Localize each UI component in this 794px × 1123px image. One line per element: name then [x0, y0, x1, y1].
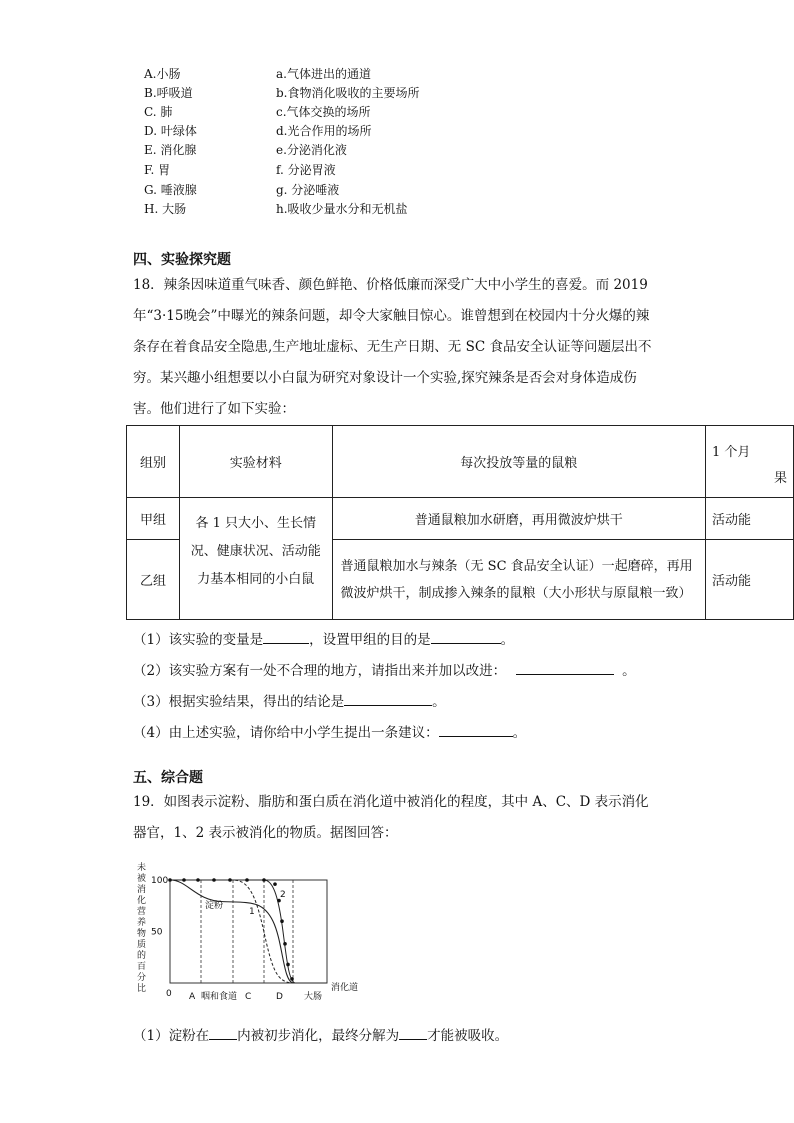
series-marker [283, 942, 287, 946]
series-marker [262, 878, 266, 882]
q18-sub-4-end: 。 [512, 725, 527, 741]
match-left-h: H. 大肠 [144, 202, 187, 216]
match-right-d: d.光合作用的场所 [276, 124, 372, 138]
y-axis-label-char: 分 [137, 973, 147, 983]
x-category-label: C [245, 992, 252, 1002]
q18-line-5: 害。他们进行了如下实验： [133, 401, 295, 417]
q18-line-2: 年“3·15晚会”中曝光的辣条问题，却令大家触目惊心。谁曾想到在校园内十分火爆的辣 [133, 308, 650, 324]
q18-line-4: 穷。某兴趣小组想要以小白鼠为研究对象设计一个实验,探究辣条是否会对身体造成伤 [133, 370, 637, 386]
match-right-f: f. 分泌胃液 [276, 163, 336, 177]
digestion-chart [133, 858, 373, 1010]
match-left-f: F. 胃 [144, 163, 171, 177]
match-right-c: c.气体交换的场所 [276, 105, 371, 119]
q18-line-1: 18．辣条因味道重气味香、颜色鲜艳、价格低廉而深受广大中小学生的喜爱。而 2019 [133, 277, 648, 293]
q18-sub-1 [133, 628, 514, 648]
y-tick-label: 50 [151, 927, 163, 938]
series-marker [245, 878, 249, 882]
answer-blank[interactable] [399, 1027, 427, 1040]
y-axis-label-char: 化 [137, 896, 147, 906]
q18-sub-2 [133, 659, 636, 679]
q19-sub-1-end: 才能被吸收。 [427, 1028, 509, 1044]
q19-line-2: 器官，1、2 表示被消化的物质。据图回答： [133, 825, 398, 841]
q18-sub-2-text: （2）该实验方案有一处不合理的地方，请指出来并加以改进： [133, 663, 507, 679]
q19-sub-1-text: （1）淀粉在 [133, 1028, 210, 1044]
answer-blank[interactable] [516, 662, 614, 675]
series-marker [212, 878, 216, 882]
q18-sub-4-text: （4）由上述实验，请你给中小学生提出一条建议： [133, 725, 439, 741]
q18-sub-1-text: （1）该实验的变量是 [133, 632, 264, 648]
series-marker [228, 878, 232, 882]
q18-sub-2-end: 。 [622, 663, 636, 679]
section-5-title: 五、综合题 [133, 770, 203, 786]
y-axis-label-char: 比 [137, 984, 147, 994]
y-axis-label-char: 百 [137, 962, 147, 972]
q18-sub-1-end: 。 [500, 632, 515, 648]
match-left-c: C. 肺 [144, 105, 173, 119]
match-right-h: h.吸收少量水分和无机盐 [276, 202, 408, 216]
y-axis-label-char: 养 [137, 918, 147, 928]
x-category-label: D [276, 992, 283, 1002]
section-4-title: 四、实验探究题 [133, 252, 231, 268]
material-cell: 各 1 只大小、生长情况、健康状况、活动能力基本相同的小白鼠 [179, 498, 332, 620]
row-a-result: 活动能 [705, 498, 793, 540]
answer-blank[interactable] [263, 631, 309, 644]
match-left-a: A.小肠 [144, 67, 181, 81]
header-group: 组别 [127, 426, 180, 498]
row-b-group: 乙组 [127, 540, 180, 620]
series-marker [273, 882, 277, 886]
header-material: 实验材料 [179, 426, 332, 498]
series-marker [196, 878, 200, 882]
header-result [705, 426, 793, 498]
q19-sub-1-text2: 内被初步消化，最终分解为 [237, 1028, 400, 1044]
y-axis-label-char: 未 [137, 863, 147, 873]
series-marker [168, 878, 172, 882]
series-marker [286, 963, 290, 967]
plot-frame [170, 880, 327, 983]
series-line-starch [170, 880, 327, 983]
match-left-g: G. 唾液腺 [144, 183, 197, 197]
q19-sub-1 [133, 1024, 508, 1044]
match-left-b: B.呼吸道 [144, 86, 193, 100]
y-axis-label-char: 被 [137, 874, 147, 884]
row-b-food: 普通鼠粮加水与辣条（无 SC 食品安全认证）一起磨碎，再用微波炉烘干，制成掺入辣条的鼠粮（大小形状与原鼠粮一致） [332, 540, 705, 620]
series-label: 2 [280, 890, 286, 900]
match-right-e: e.分泌消化液 [276, 143, 347, 157]
q19-line-1: 19．如图表示淀粉、脂肪和蛋白质在消化道中被消化的程度，其中 A、C、D 表示消化 [133, 794, 649, 810]
answer-blank[interactable] [439, 724, 513, 737]
q18-sub-3 [133, 690, 446, 710]
match-right-g: g. 分泌唾液 [276, 183, 340, 197]
y-axis-label-char: 营 [137, 907, 147, 917]
q18-line-3: 条存在着食品安全隐患,生产地址虚标、无生产日期、无 SC 食品安全认证等问题层出不 [133, 339, 652, 355]
y-axis-label-char: 的 [137, 951, 147, 961]
series-marker [280, 919, 284, 923]
series-label: 淀粉 [205, 901, 224, 911]
q18-sub-3-text: （3）根据实验结果，得出的结论是 [133, 694, 345, 710]
q18-sub-4 [133, 721, 526, 741]
answer-blank[interactable] [344, 693, 432, 706]
row-b-result: 活动能 [705, 540, 793, 620]
header-result-line-1: 1 个月 [711, 445, 751, 460]
y-ticks [151, 876, 172, 999]
series-marker [290, 977, 294, 981]
answer-blank[interactable] [431, 631, 501, 644]
row-a-food: 普通鼠粮加水研磨，再用微波炉烘干 [332, 498, 705, 540]
x-category-label: A [189, 992, 196, 1002]
match-right-a: a.气体进出的通道 [276, 67, 371, 81]
q18-sub-1-text2: ，设置甲组的目的是 [309, 632, 431, 648]
series-layer [168, 878, 327, 983]
y-axis-label [137, 861, 146, 994]
x-axis-label: 消化道 [331, 983, 359, 993]
series-line-1 [170, 880, 327, 983]
y-axis-label-char: 质 [137, 940, 147, 950]
header-food: 每次投放等量的鼠粮 [332, 426, 705, 498]
q18-sub-3-end: 。 [432, 694, 446, 710]
y-axis-label-char: 消 [137, 885, 147, 895]
header-result-line-2: 果 [773, 471, 787, 486]
y-tick-label: 100 [151, 876, 169, 886]
match-left-e: E. 消化腺 [144, 143, 197, 157]
series-line-2 [170, 880, 327, 983]
match-left-d: D. 叶绿体 [144, 124, 197, 138]
series-marker [182, 878, 186, 882]
x-categories [189, 990, 322, 1002]
y-axis-label-char: 物 [137, 929, 147, 939]
y-tick-label: 0 [166, 989, 172, 999]
series-label: 1 [249, 907, 255, 917]
x-category-label: 大肠 [304, 992, 323, 1002]
row-a-group: 甲组 [127, 498, 180, 540]
match-right-b: b.食物消化吸收的主要场所 [276, 86, 420, 100]
answer-blank[interactable] [209, 1027, 237, 1040]
experiment-table [126, 425, 794, 620]
x-category-label: 咽和食道 [201, 992, 238, 1002]
